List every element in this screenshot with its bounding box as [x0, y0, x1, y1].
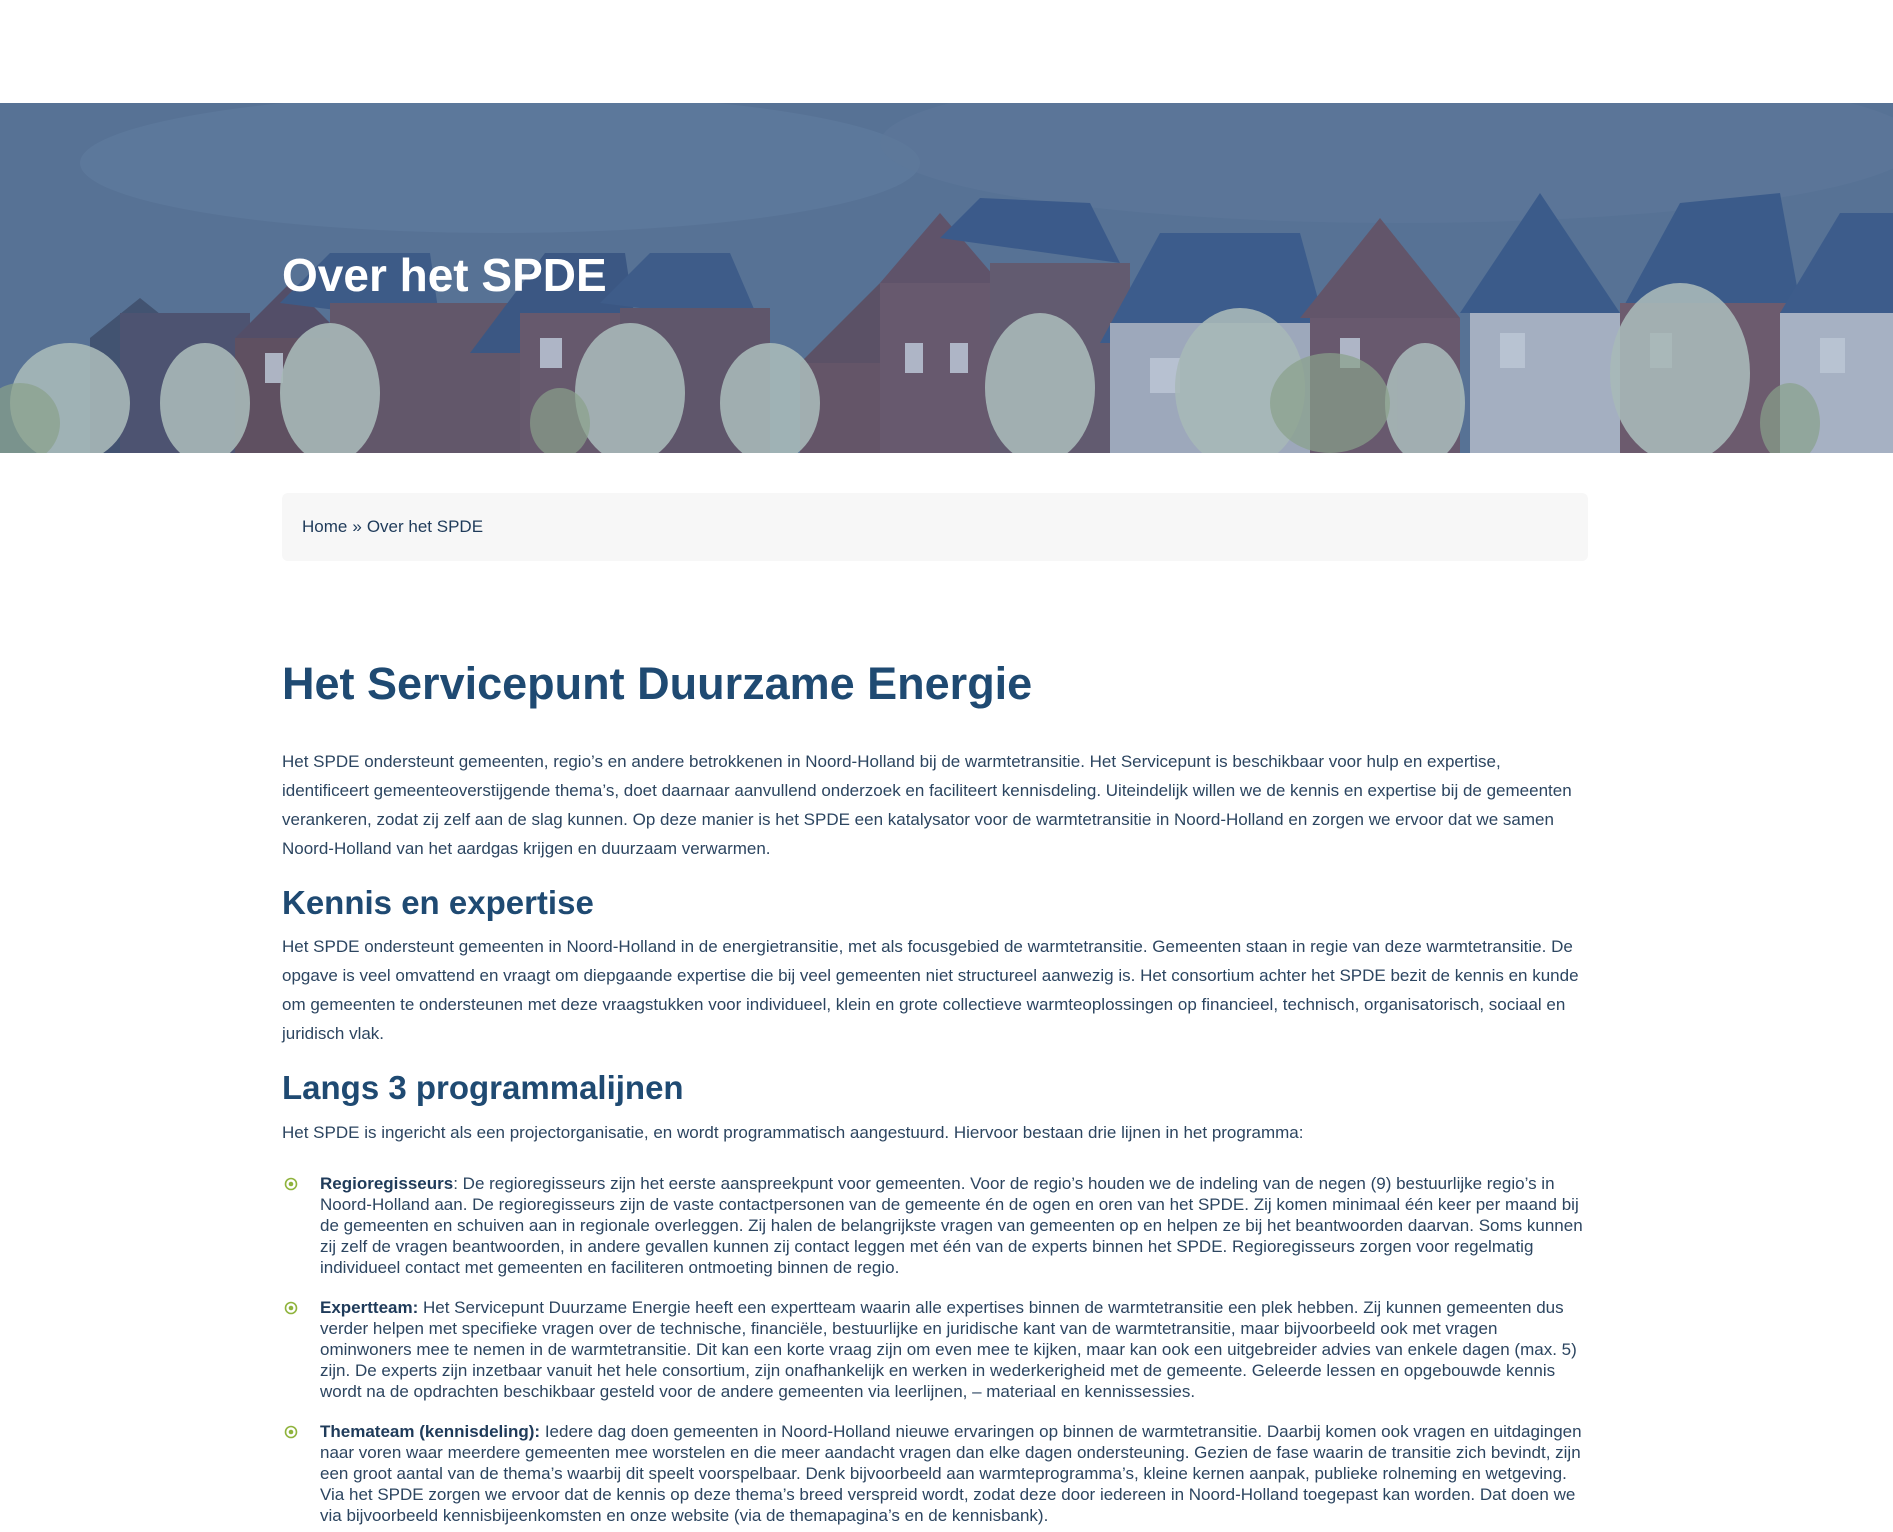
intro-paragraph: Het SPDE ondersteunt gemeenten, regio’s en andere betrokkenen in Noord-Holland bij de warmtetransitie. Het Servicepunt is beschikbaar voor hulp en expertise, identificeert gemeenteoverstijgende thema’s, doet daarnaar aanvullend onderzoek en faciliteert kennisdeling. Uiteindelijk willen we de kennis en expertise bij de gemeenten verankeren, zodat zij zelf aan de slag kunnen. Op deze manier is het SPDE een katalysator voor de warmtetransitie in Noord-Holland en zorgen we ervoor dat we samen Noord-Holland van het aardgas krijgen en duurzaam verwarmen. [282, 751, 1572, 858]
list-item-label: Themateam (kennisdeling): [320, 1421, 541, 1441]
site-header [0, 0, 1893, 103]
breadcrumb-separator: » [352, 517, 362, 536]
section-title-kennis: Kennis en expertise [282, 883, 594, 921]
section-text-programmalijnen: Het SPDE is ingericht als een projectorganisatie, en wordt programmatisch aangestuurd. Hiervoor bestaan drie lijnen in het programma: [282, 1122, 1304, 1142]
circle-dot-icon [284, 1425, 298, 1439]
list-item-label: Expertteam: [320, 1297, 419, 1317]
breadcrumb-home-link[interactable]: Home [302, 517, 348, 536]
circle-dot-icon [284, 1177, 298, 1191]
list-item [282, 1173, 1588, 1278]
list-item-label: Regioregisseurs [320, 1173, 454, 1193]
programme-list [282, 1173, 1588, 1526]
list-item [282, 1297, 1588, 1402]
breadcrumb [282, 493, 1588, 561]
breadcrumb-current: Over het SPDE [366, 517, 484, 536]
hero-banner [0, 103, 1893, 453]
circle-dot-icon [284, 1301, 298, 1315]
list-item-text: Iedere dag doen gemeenten in Noord-Holland nieuwe ervaringen op binnen de warmtetransitie. Daarbij komen ook vragen en uitdagingen naar voren waar meerdere gemeenten mee worstelen en die meer aandacht vragen dan elke dagen ondersteuning. Gezien de fase waarin de transitie zich bevindt, zijn een groot aantal van de thema’s waarbij dit speelt voorspelbaar. Denk bijvoorbeeld aan warmteprogramma’s, kleine kernen aanpak, publieke rolneming en wetgeving. Via het SPDE zorgen we ervoor dat de kennis op deze thema’s breed verspreid wordt, zodat deze door iedereen in Noord-Holland toegepast kan worden. Dat doen we via bijvoorbeeld kennisbijeenkomsten en onze website (via de themapagina’s en de kennisbank). [320, 1421, 1582, 1525]
list-item-text: : De regioregisseurs zijn het eerste aanspreekpunt voor gemeenten. Voor de regio’s houden we de indeling van de negen (9) bestuurlijke regio’s in Noord-Holland aan. De regioregisseurs zijn de vaste contactpersonen van de gemeente én de ogen en oren van het SPDE. Zij komen minimaal één keer per maand bij de gemeenten en schuiven aan in regionale overleggen. Zij halen de belangrijkste vragen van gemeenten op en helpen ze bij het beantwoorden daarvan. Soms kunnen zij zelf de vragen beantwoorden, in andere gevallen kunnen zij contact leggen met één van de experts binnen het SPDE. Regioregisseurs zorgen voor regelmatig individueel contact met gemeenten en faciliteren ontmoeting binnen de regio. [320, 1173, 1583, 1277]
section-title-programmalijnen: Langs 3 programmalijnen [282, 1069, 684, 1107]
page-heading: Het Servicepunt Duurzame Energie [282, 658, 1033, 709]
hero-title: Over het SPDE [282, 249, 607, 301]
section-text-kennis: Het SPDE ondersteunt gemeenten in Noord-Holland in de energietransitie, met als focusgebied de warmtetransitie. Gemeenten staan in regie van deze warmtetransitie. De opgave is veel omvattend en vraagt om diepgaande expertise die bij veel gemeenten niet structureel aanwezig is. Het consortium achter het SPDE bezit de kennis en kunde om gemeenten te ondersteunen met deze vraagstukken voor individueel, klein en grote collectieve warmteoplossingen op financieel, technisch, organisatorisch, sociaal en juridisch vlak. [282, 937, 1579, 1044]
list-item-text: Het Servicepunt Duurzame Energie heeft een expertteam waarin alle expertises binnen de warmtetransitie een plek hebben. Zij kunnen gemeenten dus verder helpen met specifieke vragen over de technische, financiële, bestuurlijke en juridische kant van de warmtetransitie, maar bijvoorbeeld ook met vragen ominwoners mee te nemen in de warmtetransitie. Dit kan een korte vraag zijn om even mee te kijken, maar kan ook een uitgebreider advies van enkele dagen (max. 5) zijn. De experts zijn inzetbaar vanuit het hele consortium, zijn onafhankelijk en werken in wederkerigheid met de gemeente. Geleerde lessen en opgebouwde kennis wordt na de opdrachten beschikbaar gesteld voor de andere gemeenten via leerlijnen, – materiaal en kennissessies. [320, 1297, 1577, 1401]
main-content [282, 493, 1588, 1526]
list-item [282, 1421, 1588, 1526]
